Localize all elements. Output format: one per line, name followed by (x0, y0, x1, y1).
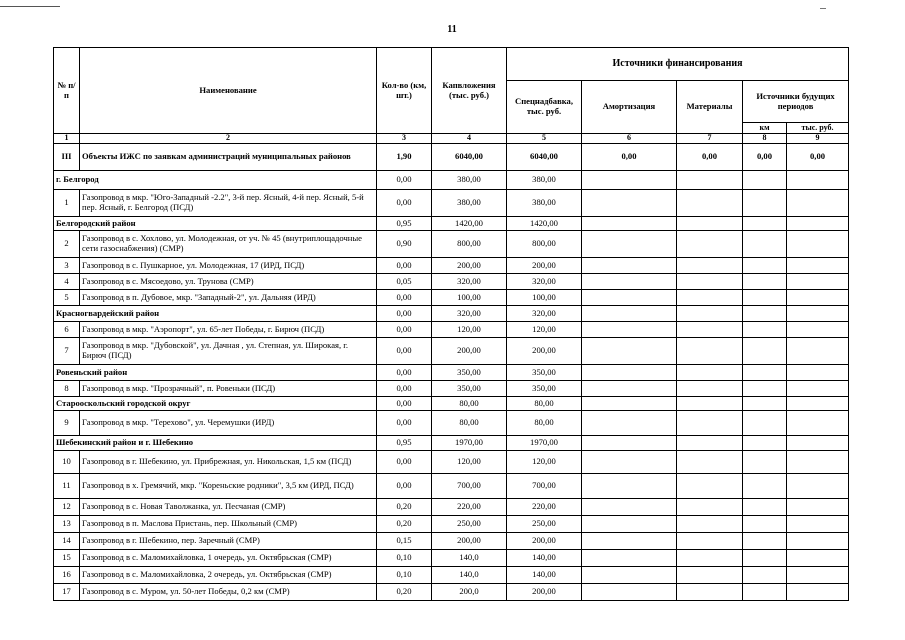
row-qty: 0,00 (377, 411, 432, 436)
row-name: Газопровод в мкр. "Дубовской", ул. Дачная , ул. Степная, ул. Широкая, г. Бирюч (ПСД) (80, 338, 377, 365)
row-amort: 0,00 (582, 144, 677, 171)
row-special: 350,00 (507, 365, 582, 381)
row-qty: 0,00 (377, 397, 432, 411)
header-sources: Источники финансирования (507, 48, 849, 81)
row-special: 220,00 (507, 499, 582, 516)
row-cap: 250,00 (432, 516, 507, 533)
row-qty: 0,00 (377, 451, 432, 474)
row-special: 250,00 (507, 516, 582, 533)
row-cap: 800,00 (432, 231, 507, 258)
row-cap: 1970,00 (432, 436, 507, 451)
section-name: Белгородский район (54, 217, 377, 231)
row-cap: 700,00 (432, 474, 507, 499)
row-num: 14 (54, 533, 80, 550)
row-special: 320,00 (507, 306, 582, 322)
row-cap: 6040,00 (432, 144, 507, 171)
row-qty: 0,00 (377, 190, 432, 217)
section-row (54, 171, 849, 190)
col-number: 8 (743, 134, 787, 144)
col-number: 9 (787, 134, 849, 144)
page-number: 11 (447, 24, 457, 35)
header-row-1 (54, 48, 849, 81)
row-special: 80,00 (507, 411, 582, 436)
row-cap: 120,00 (432, 451, 507, 474)
col-number: 5 (507, 134, 582, 144)
row-qty: 0,90 (377, 231, 432, 258)
row-qty: 0,95 (377, 436, 432, 451)
row-num: 8 (54, 381, 80, 397)
row-special: 1420,00 (507, 217, 582, 231)
row-qty: 0,00 (377, 338, 432, 365)
header-qty: Кол-во (км, шт.) (377, 48, 432, 134)
row-cap: 200,00 (432, 338, 507, 365)
row-special: 800,00 (507, 231, 582, 258)
header-amortization: Амортизация (582, 81, 677, 134)
row-cap: 350,00 (432, 381, 507, 397)
table-row (54, 474, 849, 499)
col-number: 7 (677, 134, 743, 144)
row-cap: 1420,00 (432, 217, 507, 231)
row-qty: 0,20 (377, 516, 432, 533)
row-num: 11 (54, 474, 80, 499)
row-name: Газопровод в х. Гремячий, мкр. "Кореньские родники", 3,5 км (ИРД, ПСД) (80, 474, 377, 499)
row-cap: 120,00 (432, 322, 507, 338)
row-qty: 0,10 (377, 567, 432, 584)
row-special: 700,00 (507, 474, 582, 499)
row-num: 3 (54, 258, 80, 274)
section-row (54, 365, 849, 381)
row-num: 15 (54, 550, 80, 567)
table-row (54, 290, 849, 306)
financing-table (53, 47, 849, 601)
row-num: 7 (54, 338, 80, 365)
row-cap: 200,00 (432, 533, 507, 550)
row-name: Газопровод в г. Шебекино, пер. Заречный (СМР) (80, 533, 377, 550)
header-future-periods: Источники будущих периодов (743, 81, 849, 123)
row-qty: 0,00 (377, 306, 432, 322)
row-cap: 80,00 (432, 397, 507, 411)
row-special: 380,00 (507, 171, 582, 190)
row-cap: 140,0 (432, 550, 507, 567)
row-special: 80,00 (507, 397, 582, 411)
row-special: 200,00 (507, 258, 582, 274)
header-investments: Капвложения (тыс. руб.) (432, 48, 507, 134)
scan-artifact-dash (820, 8, 826, 9)
row-qty: 0,00 (377, 381, 432, 397)
row-cap: 380,00 (432, 171, 507, 190)
row-qty: 0,15 (377, 533, 432, 550)
row-cap: 140,0 (432, 567, 507, 584)
row-qty: 0,00 (377, 322, 432, 338)
row-name: Газопровод в с. Маломихайловка, 2 очередь, ул. Октябрьская (СМР) (80, 567, 377, 584)
row-num: 6 (54, 322, 80, 338)
col-number: 6 (582, 134, 677, 144)
row-special: 140,00 (507, 567, 582, 584)
row-qty: 0,95 (377, 217, 432, 231)
table-row (54, 550, 849, 567)
row-qty: 0,00 (377, 474, 432, 499)
section-name: Красногвардейский район (54, 306, 377, 322)
row-num: 1 (54, 190, 80, 217)
row-name: Газопровод в с. Новая Таволжанка, ул. Песчаная (СМР) (80, 499, 377, 516)
row-name: Газопровод в мкр. "Терехово", ул. Черемушки (ИРД) (80, 411, 377, 436)
table-row (54, 516, 849, 533)
row-cap: 320,00 (432, 274, 507, 290)
row-name: Газопровод в с. Пушкарное, ул. Молодежная, 17 (ИРД, ПСД) (80, 258, 377, 274)
row-cap: 350,00 (432, 365, 507, 381)
table-row (54, 381, 849, 397)
row-cap: 200,00 (432, 258, 507, 274)
row-qty: 0,20 (377, 499, 432, 516)
row-num: 16 (54, 567, 80, 584)
row-qty: 1,90 (377, 144, 432, 171)
row-cap: 380,00 (432, 190, 507, 217)
row-num: 10 (54, 451, 80, 474)
row-num: III (54, 144, 80, 171)
row-name: Газопровод в г. Шебекино, ул. Прибрежная, ул. Никольская, 1,5 км (ПСД) (80, 451, 377, 474)
row-special: 120,00 (507, 451, 582, 474)
row-qty: 0,05 (377, 274, 432, 290)
row-name: Объекты ИЖС по заявкам администраций муниципальных районов (80, 144, 377, 171)
row-name: Газопровод в п. Маслова Пристань, пер. Школьный (СМР) (80, 516, 377, 533)
column-number-row (54, 134, 849, 144)
table-row (54, 411, 849, 436)
table-row (54, 322, 849, 338)
header-materials: Материалы (677, 81, 743, 134)
table-row (54, 258, 849, 274)
table-row (54, 338, 849, 365)
row-rub: 0,00 (787, 144, 849, 171)
table-row (54, 274, 849, 290)
row-special: 380,00 (507, 190, 582, 217)
section-row (54, 436, 849, 451)
section-name: г. Белгород (54, 171, 377, 190)
row-name: Газопровод в мкр. "Аэропорт", ул. 65-лет Победы, г. Бирюч (ПСД) (80, 322, 377, 338)
row-cap: 220,00 (432, 499, 507, 516)
row-name: Газопровод в с. Хохлово, ул. Молодежная, от уч. № 45 (внутриплощадочные сети газоснабжения) (СМР) (80, 231, 377, 258)
row-num: 4 (54, 274, 80, 290)
col-number: 3 (377, 134, 432, 144)
scan-artifact-line (0, 6, 60, 7)
section-name: Старооскольский городской округ (54, 397, 377, 411)
row-special: 140,00 (507, 550, 582, 567)
row-special: 1970,00 (507, 436, 582, 451)
row-qty: 0,20 (377, 584, 432, 601)
header-special: Спецнадбавка, тыс. руб. (507, 81, 582, 134)
col-number: 4 (432, 134, 507, 144)
table-row (54, 190, 849, 217)
row-name: Газопровод в с. Муром, ул. 50-лет Победы, 0,2 км (СМР) (80, 584, 377, 601)
row-cap: 200,0 (432, 584, 507, 601)
section-row (54, 306, 849, 322)
table-row (54, 499, 849, 516)
table-row (54, 451, 849, 474)
row-name: Газопровод в с. Маломихайловка, 1 очередь, ул. Октябрьская (СМР) (80, 550, 377, 567)
row-special: 320,00 (507, 274, 582, 290)
row-num: 17 (54, 584, 80, 601)
row-special: 350,00 (507, 381, 582, 397)
row-name: Газопровод в с. Мясоедово, ул. Трунова (СМР) (80, 274, 377, 290)
row-qty: 0,00 (377, 258, 432, 274)
row-num: 2 (54, 231, 80, 258)
table-row (54, 584, 849, 601)
row-qty: 0,00 (377, 365, 432, 381)
table-row (54, 231, 849, 258)
section-name: Шебекинский район и г. Шебекино (54, 436, 377, 451)
row-qty: 0,10 (377, 550, 432, 567)
header-name: Наименование (80, 48, 377, 134)
row-special: 120,00 (507, 322, 582, 338)
col-number: 1 (54, 134, 80, 144)
section-name: Ровеньский район (54, 365, 377, 381)
row-name: Газопровод в мкр. "Юго-Западный -2.2", 3-й пер. Ясный, 4-й пер. Ясный, 5-й пер. Ясный, г. Белгород (ПСД) (80, 190, 377, 217)
total-row (54, 144, 849, 171)
row-special: 100,00 (507, 290, 582, 306)
row-special: 200,00 (507, 584, 582, 601)
row-km: 0,00 (743, 144, 787, 171)
col-number: 2 (80, 134, 377, 144)
row-special: 6040,00 (507, 144, 582, 171)
row-num: 12 (54, 499, 80, 516)
section-row (54, 217, 849, 231)
row-name: Газопровод в мкр. "Прозрачный", п. Ровеньки (ПСД) (80, 381, 377, 397)
header-num: № п/п (54, 48, 80, 134)
row-qty: 0,00 (377, 290, 432, 306)
row-cap: 80,00 (432, 411, 507, 436)
row-num: 5 (54, 290, 80, 306)
row-name: Газопровод в п. Дубовое, мкр. "Западный-2", ул. Дальняя (ИРД) (80, 290, 377, 306)
row-materials: 0,00 (677, 144, 743, 171)
section-row (54, 397, 849, 411)
table-row (54, 533, 849, 550)
row-qty: 0,00 (377, 171, 432, 190)
row-special: 200,00 (507, 533, 582, 550)
row-special: 200,00 (507, 338, 582, 365)
row-cap: 100,00 (432, 290, 507, 306)
header-km: км (743, 123, 787, 134)
row-cap: 320,00 (432, 306, 507, 322)
row-num: 9 (54, 411, 80, 436)
row-num: 13 (54, 516, 80, 533)
table-row (54, 567, 849, 584)
header-rub: тыс. руб. (787, 123, 849, 134)
